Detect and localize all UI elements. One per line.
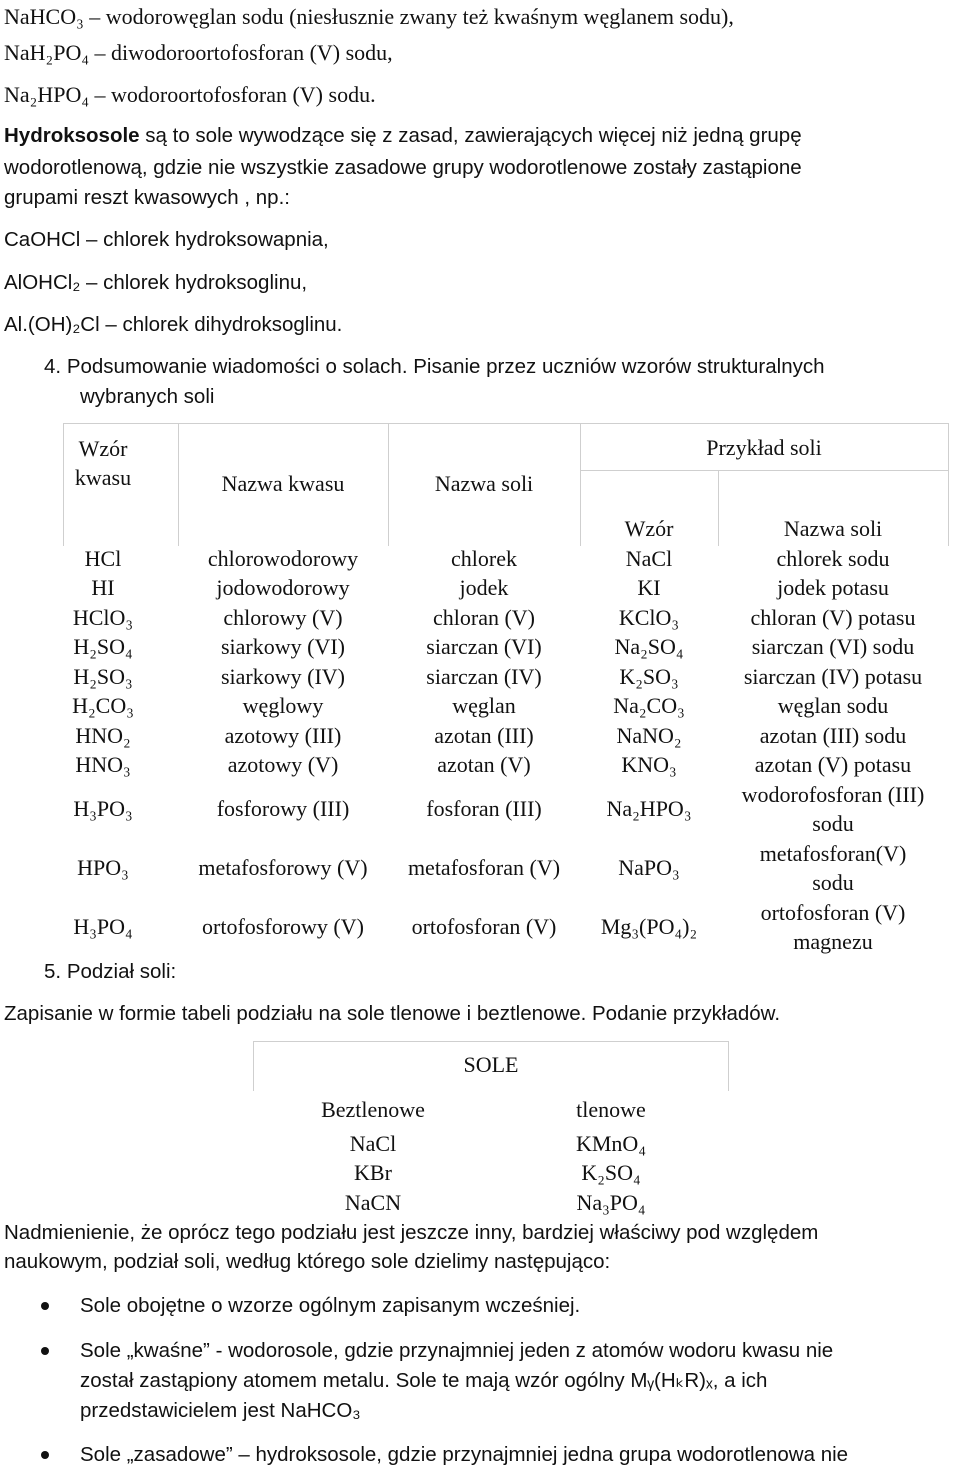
acid-name: azotowy (V) — [227, 752, 339, 777]
acid-formula: HClO₃ — [72, 605, 134, 630]
acid-formula: H₂SO₄ — [73, 634, 133, 659]
salt-name: chloran (V) — [432, 605, 535, 630]
header-tlenowe: tlenowe — [576, 1097, 646, 1122]
bullet-text: został zastąpiony atomem metalu. Sole te mają wzór ogólny Mᵧ(HₖR)ₓ, a ich — [80, 1369, 768, 1392]
example-formula: K₂SO₃ — [619, 664, 679, 689]
example-name: azotan (III) sodu — [759, 723, 907, 748]
acid-formula: H₂SO₃ — [73, 664, 133, 689]
example-name: siarczan (VI) sodu — [751, 634, 915, 659]
acid-formula: HNO₂ — [75, 723, 131, 748]
example-formula: Mg₃(PO₄)₂ — [600, 914, 698, 939]
compound-name: wodorowęglan sodu (niesłusznie zwany też kwaśnym węglanem sodu), — [105, 4, 734, 29]
example-name: ortofosforan (V) magnezu — [760, 900, 906, 954]
header-salt-name: Nazwa soli — [434, 471, 534, 496]
example-formula: Na₂SO₄ — [614, 634, 684, 659]
salt-tlenowa: Na₃PO₄ — [576, 1190, 646, 1215]
section-title: Podział soli: — [66, 960, 177, 983]
hydroxysalt-definition-line-1: Hydroksosole są to sole wywodzące się z zasad, zawierających więcej niż jedną grupę — [4, 124, 802, 147]
salt-name: siarczan (VI) — [426, 634, 542, 659]
section-number: 4. — [44, 355, 62, 378]
acid-name: siarkowy (VI) — [220, 634, 346, 659]
salt-name: fosforan (III) — [426, 796, 542, 821]
example-formula: NaPO₃ — [618, 855, 680, 880]
salt-tlenowa: K₂SO₄ — [581, 1160, 641, 1185]
acid-formula: H₂CO₃ — [72, 693, 134, 718]
salt-beztlenowa: NaCN — [344, 1190, 402, 1215]
acid-name: fosforowy (III) — [216, 796, 350, 821]
salt-name: siarczan (IV) — [426, 664, 542, 689]
acid-formula: H₃PO₄ — [73, 914, 133, 939]
table-border-right — [948, 423, 949, 546]
salt-tlenowa: KMnO₄ — [575, 1131, 646, 1156]
acid-formula: HNO₃ — [75, 752, 131, 777]
formula: Na₂HPO₄ — [4, 82, 90, 107]
salt-name: azotan (III) — [434, 723, 534, 748]
salt-name: ortofosforan (V) — [411, 914, 557, 939]
example-formula: KNO₃ — [621, 752, 677, 777]
acid-name: ortofosforowy (V) — [202, 914, 364, 939]
table-border-top — [253, 1041, 729, 1042]
example-formula: Na₂HPO₃ — [606, 796, 692, 821]
formula: NaH₂PO₄ — [4, 40, 90, 65]
bullet-text: przedstawicielem jest NaHCO₃ — [80, 1399, 361, 1422]
example-name: chloran (V) potasu — [750, 605, 916, 630]
acid-formula: HCl — [84, 546, 122, 571]
salt-beztlenowa: KBr — [354, 1160, 392, 1185]
example-formula: NaNO₂ — [616, 723, 682, 748]
salt-name: metafosforan (V) — [407, 855, 561, 880]
example-formula: KI — [637, 575, 661, 600]
hydroxysalt-definition-line-2: wodorotlenową, gdzie nie wszystkie zasadowe grupy wodorotlenowe zostały zastąpione — [4, 156, 802, 179]
salt-name: węglan — [452, 693, 516, 718]
closing-line-2: naukowym, podział soli, według którego sole dzielimy następująco: — [4, 1250, 611, 1273]
compound-name: diwodoroortofosforan (V) sodu, — [111, 40, 393, 65]
table-border-top — [63, 423, 949, 424]
example-name: metafosforan(V) sodu — [759, 841, 907, 895]
section-title: Podsumowanie wiadomości o solach. Pisanie przez uczniów wzorów strukturalnych — [66, 355, 825, 378]
acid-name: jodowodorowy — [216, 575, 350, 600]
table-divider — [580, 470, 948, 471]
section-5-heading — [44, 957, 176, 986]
example-name: wodorofosforan (III) sodu — [741, 782, 925, 836]
closing-line-1: Nadmienienie, że oprócz tego podziału jest jeszcze inny, bardziej właściwy pod względem — [4, 1221, 819, 1244]
example-name: siarczan (IV) potasu — [743, 664, 923, 689]
example-formula: KClO₃ — [618, 605, 680, 630]
acid-name: metafosforowy (V) — [198, 855, 368, 880]
example-name: azotan (V) potasu — [754, 752, 912, 777]
section-4-line-2: wybranych soli — [80, 385, 215, 408]
salt-name: jodek — [459, 575, 509, 600]
salt-beztlenowa: NaCl — [349, 1131, 397, 1156]
acid-name: chlorowy (V) — [223, 605, 343, 630]
acid-name: azotowy (III) — [224, 723, 342, 748]
section-4-line-1 — [44, 352, 825, 381]
header-example-name: Nazwa soli — [783, 516, 883, 541]
hydroxysalt-example-3: Al.(OH)₂Cl – chlorek dihydroksoglinu. — [4, 313, 343, 336]
hydroxysalt-example-1: CaOHCl – chlorek hydroksowapnia, — [4, 228, 329, 251]
header-salt-example: Przykład soli — [706, 435, 822, 460]
header-beztlenowe: Beztlenowe — [321, 1097, 425, 1122]
example-name: chlorek sodu — [776, 546, 890, 571]
hydroxysalt-definition-line-3: grupami reszt kwasowych , np.: — [4, 186, 290, 209]
section-number: 5. — [44, 960, 62, 983]
hydroxysalt-example-2: AlOHCl₂ – chlorek hydroksoglinu, — [4, 271, 308, 294]
example-formula: NaCl — [625, 546, 673, 571]
bullet-icon — [41, 1347, 49, 1355]
example-name: węglan sodu — [777, 693, 889, 718]
acid-name: siarkowy (IV) — [220, 664, 346, 689]
header-example-formula: Wzór — [624, 516, 674, 541]
bullet-icon — [41, 1451, 49, 1459]
header-acid-formula: Wzór kwasu — [74, 436, 132, 490]
compound-name: wodoroortofosforan (V) sodu. — [111, 82, 376, 107]
salt-name: azotan (V) — [437, 752, 531, 777]
acid-formula: H₃PO₃ — [73, 796, 133, 821]
acid-name: węglowy — [242, 693, 324, 718]
term-hydroksosole: Hydroksosole — [4, 124, 140, 147]
bullet-text: Sole „kwaśne” - wodorosole, gdzie przynajmniej jeden z atomów wodoru kwasu nie — [80, 1339, 834, 1362]
formula: NaHCO₃ — [4, 4, 84, 29]
salt-name: chlorek — [451, 546, 517, 571]
intro-line-1: NaHCO₃ – wodorowęglan sodu (niesłusznie zwany też kwaśnym węglanem sodu), — [4, 4, 734, 29]
acid-formula: HPO₃ — [77, 855, 129, 880]
intro-line-2: NaH₂PO₄ – diwodoroortofosforan (V) sodu, — [4, 40, 393, 65]
intro-line-3: Na₂HPO₄ – wodoroortofosforan (V) sodu. — [4, 82, 376, 107]
example-name: jodek potasu — [777, 575, 889, 600]
instruction-text: Zapisanie w formie tabeli podziału na sole tlenowe i beztlenowe. Podanie przykładów. — [4, 1002, 781, 1025]
bullet-text: Sole obojętne o wzorze ogólnym zapisanym wcześniej. — [80, 1294, 581, 1317]
acid-name: chlorowodorowy — [207, 546, 359, 571]
bullet-icon — [41, 1302, 49, 1310]
bullet-text: Sole „zasadowe” – hydroksosole, gdzie przynajmniej jedna grupa wodorotlenowa nie — [80, 1443, 849, 1466]
acid-formula: HI — [91, 575, 115, 600]
example-formula: Na₂CO₃ — [613, 693, 685, 718]
header-acid-name: Nazwa kwasu — [221, 471, 345, 496]
sole-title: SOLE — [463, 1052, 519, 1077]
